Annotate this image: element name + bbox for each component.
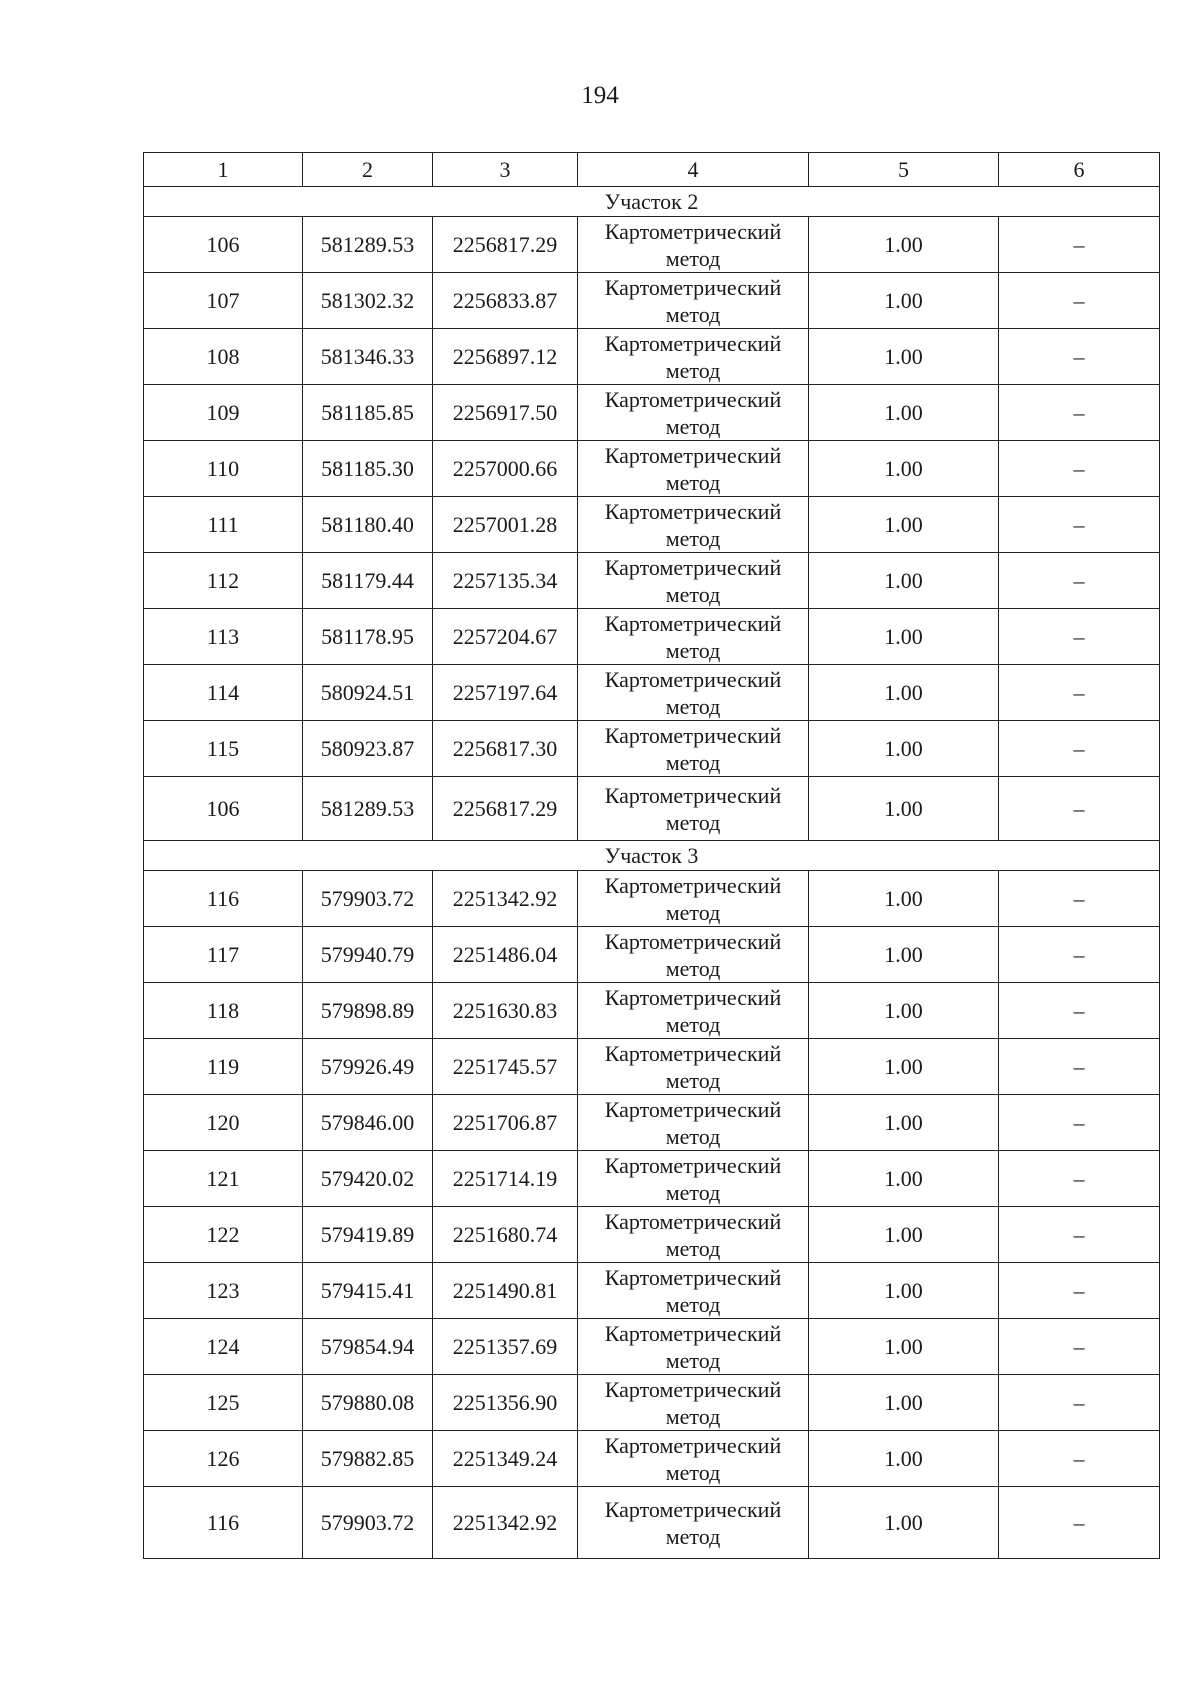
note-value: –	[999, 1487, 1160, 1559]
column-number: 1	[144, 153, 303, 187]
coordinate-x: 581185.30	[303, 441, 433, 497]
coordinate-y: 2251342.92	[433, 1487, 578, 1559]
coordinate-y: 2251356.90	[433, 1375, 578, 1431]
method-text: Картометрический	[604, 1208, 782, 1234]
method-cell	[578, 1431, 809, 1487]
point-number: 123	[144, 1263, 303, 1319]
coordinate-x: 579903.72	[303, 1487, 433, 1559]
coordinate-y: 2256817.29	[433, 217, 578, 273]
column-number: 4	[578, 153, 809, 187]
method-cell	[578, 553, 809, 609]
point-number: 113	[144, 609, 303, 665]
method-cell	[578, 927, 809, 983]
method-cell	[578, 441, 809, 497]
coordinate-y: 2251342.92	[433, 871, 578, 927]
coordinate-x: 579926.49	[303, 1039, 433, 1095]
coordinate-y: 2251490.81	[433, 1263, 578, 1319]
point-number: 122	[144, 1207, 303, 1263]
accuracy-value: 1.00	[809, 1487, 999, 1559]
point-number: 121	[144, 1151, 303, 1207]
accuracy-value: 1.00	[809, 329, 999, 385]
column-number: 3	[433, 153, 578, 187]
table-row	[144, 927, 1160, 983]
method-text: метод	[665, 899, 721, 925]
table-row	[144, 553, 1160, 609]
method-text: метод	[665, 1291, 721, 1317]
point-number: 119	[144, 1039, 303, 1095]
coordinate-y: 2256897.12	[433, 329, 578, 385]
coordinate-y: 2251630.83	[433, 983, 578, 1039]
method-text: метод	[665, 1523, 721, 1549]
coordinate-y: 2257001.28	[433, 497, 578, 553]
note-value: –	[999, 609, 1160, 665]
coordinates-table	[143, 152, 1160, 1559]
coordinate-x: 579419.89	[303, 1207, 433, 1263]
coordinate-x: 581178.95	[303, 609, 433, 665]
table-row	[144, 1039, 1160, 1095]
coordinate-x: 579854.94	[303, 1319, 433, 1375]
method-text: Картометрический	[604, 928, 782, 954]
accuracy-value: 1.00	[809, 1207, 999, 1263]
point-number: 109	[144, 385, 303, 441]
method-text: метод	[665, 1123, 721, 1149]
method-cell	[578, 871, 809, 927]
coordinate-y: 2257000.66	[433, 441, 578, 497]
method-text: метод	[665, 809, 721, 835]
point-number: 118	[144, 983, 303, 1039]
method-text: Картометрический	[604, 386, 782, 412]
method-text: Картометрический	[604, 1496, 782, 1522]
method-text: метод	[665, 301, 721, 327]
method-text: Картометрический	[604, 442, 782, 468]
method-text: метод	[665, 955, 721, 981]
method-text: Картометрический	[604, 554, 782, 580]
method-cell	[578, 1375, 809, 1431]
method-cell	[578, 497, 809, 553]
method-text: метод	[665, 1011, 721, 1037]
method-text: Картометрический	[604, 1432, 782, 1458]
note-value: –	[999, 1431, 1160, 1487]
accuracy-value: 1.00	[809, 1375, 999, 1431]
coordinate-x: 581302.32	[303, 273, 433, 329]
coordinate-x: 580923.87	[303, 721, 433, 777]
method-text: Картометрический	[604, 984, 782, 1010]
coordinate-x: 579898.89	[303, 983, 433, 1039]
point-number: 106	[144, 217, 303, 273]
method-text: метод	[665, 581, 721, 607]
point-number: 120	[144, 1095, 303, 1151]
method-text: метод	[665, 245, 721, 271]
accuracy-value: 1.00	[809, 1151, 999, 1207]
point-number: 117	[144, 927, 303, 983]
accuracy-value: 1.00	[809, 871, 999, 927]
point-number: 125	[144, 1375, 303, 1431]
method-cell	[578, 1095, 809, 1151]
table-row	[144, 665, 1160, 721]
method-cell	[578, 329, 809, 385]
coordinate-y: 2251680.74	[433, 1207, 578, 1263]
note-value: –	[999, 983, 1160, 1039]
method-cell	[578, 609, 809, 665]
column-number-row	[144, 153, 1160, 187]
section-title: Участок 3	[144, 841, 1160, 871]
table-row	[144, 329, 1160, 385]
coordinate-y: 2257135.34	[433, 553, 578, 609]
method-text: метод	[665, 749, 721, 775]
method-text: Картометрический	[604, 1152, 782, 1178]
accuracy-value: 1.00	[809, 385, 999, 441]
method-text: метод	[665, 357, 721, 383]
accuracy-value: 1.00	[809, 217, 999, 273]
coordinate-y: 2251486.04	[433, 927, 578, 983]
table-row	[144, 777, 1160, 841]
coordinate-y: 2256833.87	[433, 273, 578, 329]
table-row	[144, 273, 1160, 329]
note-value: –	[999, 1263, 1160, 1319]
method-text: метод	[665, 1179, 721, 1205]
method-text: метод	[665, 1347, 721, 1373]
coordinate-x: 579903.72	[303, 871, 433, 927]
coordinate-x: 579882.85	[303, 1431, 433, 1487]
column-number: 5	[809, 153, 999, 187]
coordinate-y: 2256817.29	[433, 777, 578, 841]
table-row	[144, 983, 1160, 1039]
coordinate-x: 579415.41	[303, 1263, 433, 1319]
accuracy-value: 1.00	[809, 1263, 999, 1319]
accuracy-value: 1.00	[809, 609, 999, 665]
accuracy-value: 1.00	[809, 1039, 999, 1095]
method-text: Картометрический	[604, 872, 782, 898]
point-number: 110	[144, 441, 303, 497]
method-cell	[578, 665, 809, 721]
table-row	[144, 1095, 1160, 1151]
accuracy-value: 1.00	[809, 1319, 999, 1375]
method-cell	[578, 1487, 809, 1559]
method-cell	[578, 1263, 809, 1319]
method-text: Картометрический	[604, 1096, 782, 1122]
note-value: –	[999, 1039, 1160, 1095]
coordinate-x: 581185.85	[303, 385, 433, 441]
point-number: 111	[144, 497, 303, 553]
table-row	[144, 1263, 1160, 1319]
page-number: 194	[581, 82, 619, 109]
coordinate-y: 2251349.24	[433, 1431, 578, 1487]
table-row	[144, 871, 1160, 927]
note-value: –	[999, 1151, 1160, 1207]
table-row	[144, 1207, 1160, 1263]
coordinate-y: 2251745.57	[433, 1039, 578, 1095]
note-value: –	[999, 777, 1160, 841]
note-value: –	[999, 1095, 1160, 1151]
coordinate-x: 581289.53	[303, 777, 433, 841]
accuracy-value: 1.00	[809, 665, 999, 721]
point-number: 124	[144, 1319, 303, 1375]
note-value: –	[999, 273, 1160, 329]
note-value: –	[999, 385, 1160, 441]
coordinate-x: 579940.79	[303, 927, 433, 983]
method-text: метод	[665, 1067, 721, 1093]
note-value: –	[999, 1375, 1160, 1431]
coordinate-x: 579420.02	[303, 1151, 433, 1207]
table-row	[144, 217, 1160, 273]
accuracy-value: 1.00	[809, 1095, 999, 1151]
method-cell	[578, 983, 809, 1039]
accuracy-value: 1.00	[809, 441, 999, 497]
coordinate-y: 2251706.87	[433, 1095, 578, 1151]
point-number: 116	[144, 871, 303, 927]
section-header-row	[144, 187, 1160, 217]
coordinate-y: 2251714.19	[433, 1151, 578, 1207]
note-value: –	[999, 497, 1160, 553]
table-row	[144, 1375, 1160, 1431]
accuracy-value: 1.00	[809, 927, 999, 983]
accuracy-value: 1.00	[809, 497, 999, 553]
method-text: метод	[665, 637, 721, 663]
method-cell	[578, 1039, 809, 1095]
table-row	[144, 497, 1160, 553]
coordinate-x: 579880.08	[303, 1375, 433, 1431]
method-cell	[578, 1151, 809, 1207]
note-value: –	[999, 553, 1160, 609]
accuracy-value: 1.00	[809, 1431, 999, 1487]
method-text: Картометрический	[604, 1320, 782, 1346]
coordinate-y: 2256817.30	[433, 721, 578, 777]
coordinate-y: 2256917.50	[433, 385, 578, 441]
method-text: Картометрический	[604, 666, 782, 692]
method-cell	[578, 217, 809, 273]
accuracy-value: 1.00	[809, 273, 999, 329]
note-value: –	[999, 665, 1160, 721]
coordinate-y: 2251357.69	[433, 1319, 578, 1375]
point-number: 108	[144, 329, 303, 385]
coordinate-y: 2257204.67	[433, 609, 578, 665]
coordinate-x: 579846.00	[303, 1095, 433, 1151]
method-text: Картометрический	[604, 218, 782, 244]
coordinate-x: 580924.51	[303, 665, 433, 721]
method-text: Картометрический	[604, 1264, 782, 1290]
method-text: метод	[665, 1403, 721, 1429]
section-title: Участок 2	[144, 187, 1160, 217]
point-number: 107	[144, 273, 303, 329]
point-number: 115	[144, 721, 303, 777]
coordinate-x: 581289.53	[303, 217, 433, 273]
table-row	[144, 1487, 1160, 1559]
note-value: –	[999, 871, 1160, 927]
table-row	[144, 1319, 1160, 1375]
method-text: метод	[665, 1459, 721, 1485]
method-text: метод	[665, 413, 721, 439]
accuracy-value: 1.00	[809, 777, 999, 841]
note-value: –	[999, 441, 1160, 497]
coordinate-x: 581180.40	[303, 497, 433, 553]
column-number: 2	[303, 153, 433, 187]
note-value: –	[999, 1207, 1160, 1263]
method-text: Картометрический	[604, 722, 782, 748]
method-text: Картометрический	[604, 274, 782, 300]
method-text: Картометрический	[604, 1040, 782, 1066]
table-row	[144, 385, 1160, 441]
table-row	[144, 609, 1160, 665]
method-cell	[578, 1207, 809, 1263]
point-number: 126	[144, 1431, 303, 1487]
method-cell	[578, 273, 809, 329]
coordinate-y: 2257197.64	[433, 665, 578, 721]
column-number: 6	[999, 153, 1160, 187]
section-header-row	[144, 841, 1160, 871]
point-number: 114	[144, 665, 303, 721]
method-text: метод	[665, 469, 721, 495]
method-cell	[578, 721, 809, 777]
table-row	[144, 1151, 1160, 1207]
table-row	[144, 1431, 1160, 1487]
method-text: Картометрический	[604, 498, 782, 524]
accuracy-value: 1.00	[809, 553, 999, 609]
method-cell	[578, 777, 809, 841]
method-text: метод	[665, 525, 721, 551]
coordinate-x: 581346.33	[303, 329, 433, 385]
accuracy-value: 1.00	[809, 721, 999, 777]
point-number: 112	[144, 553, 303, 609]
note-value: –	[999, 927, 1160, 983]
method-text: Картометрический	[604, 330, 782, 356]
note-value: –	[999, 1319, 1160, 1375]
method-text: Картометрический	[604, 610, 782, 636]
table-row	[144, 441, 1160, 497]
table-row	[144, 721, 1160, 777]
coordinate-x: 581179.44	[303, 553, 433, 609]
method-text: Картометрический	[604, 1376, 782, 1402]
method-cell	[578, 385, 809, 441]
point-number: 116	[144, 1487, 303, 1559]
method-text: Картометрический	[604, 782, 782, 808]
accuracy-value: 1.00	[809, 983, 999, 1039]
method-cell	[578, 1319, 809, 1375]
method-text: метод	[665, 1235, 721, 1261]
note-value: –	[999, 721, 1160, 777]
method-text: метод	[665, 693, 721, 719]
note-value: –	[999, 217, 1160, 273]
note-value: –	[999, 329, 1160, 385]
point-number: 106	[144, 777, 303, 841]
